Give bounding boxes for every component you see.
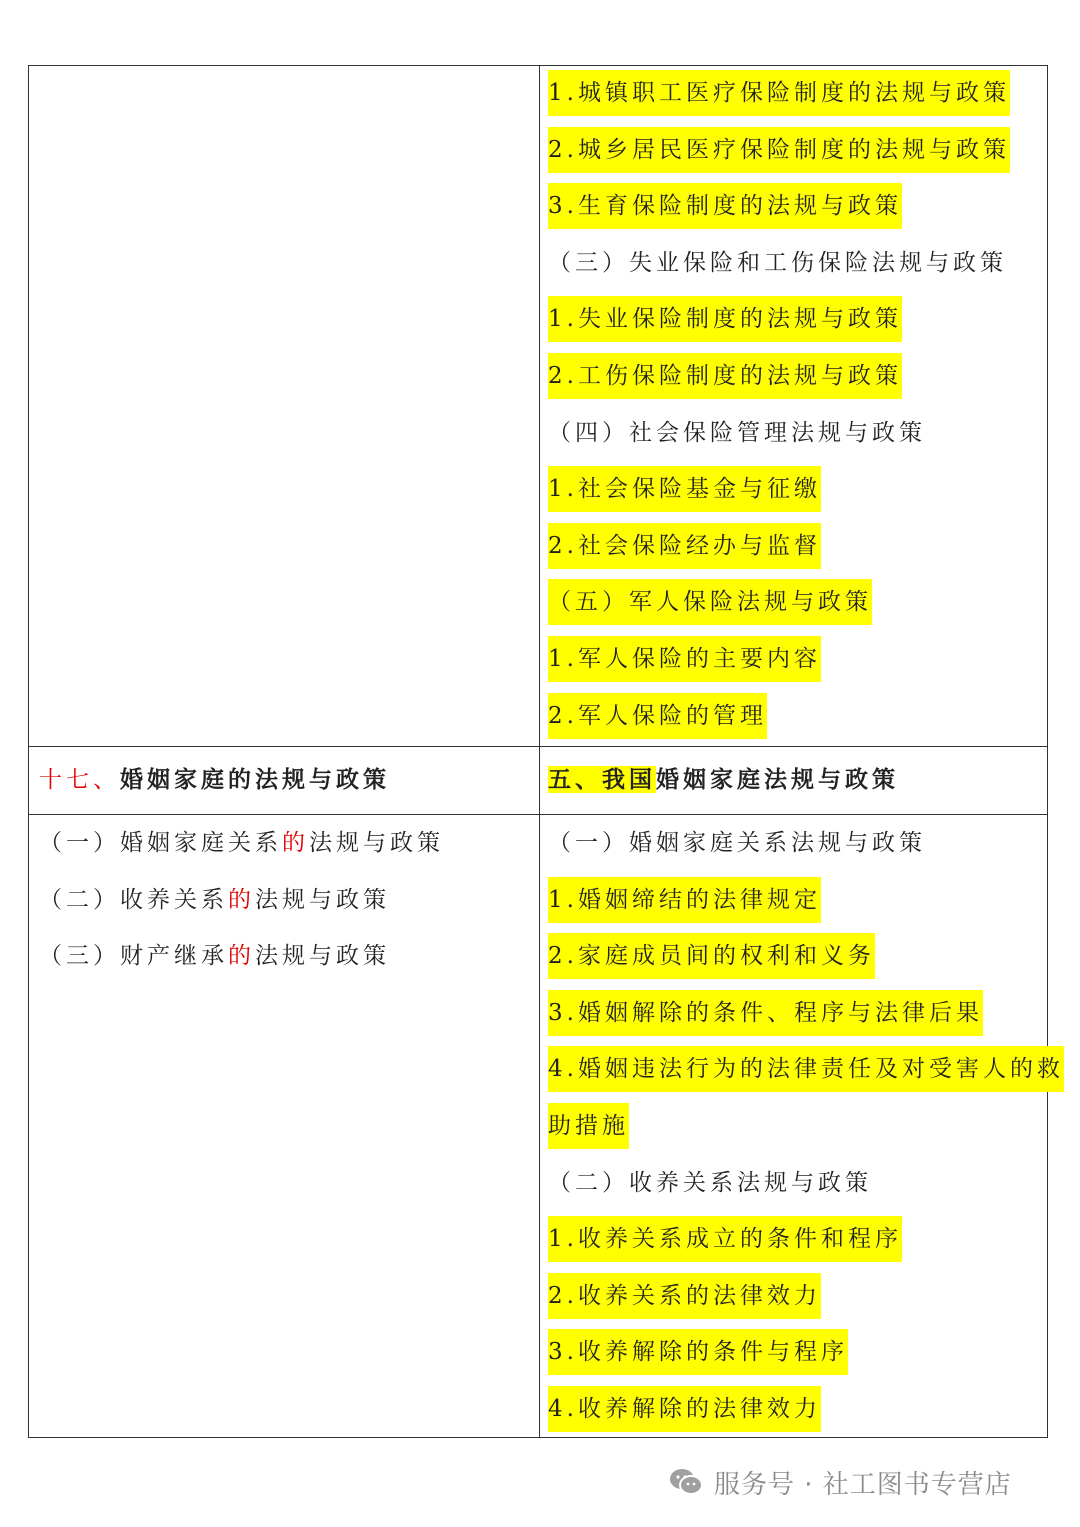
list-item: 1.失业保险制度的法规与政策 (548, 296, 902, 342)
header-left (39, 757, 390, 803)
list-item: 4.婚姻违法行为的法律责任及对受害人的救 (548, 1046, 1064, 1092)
row-divider-header-top (29, 746, 1047, 747)
item-suffix: 法规与政策 (255, 886, 390, 913)
list-item: 助措施 (548, 1103, 629, 1149)
syllabus-table (28, 65, 1064, 1438)
list-item: 1.社会保险基金与征缴 (548, 466, 821, 512)
item-red-char: 的 (228, 943, 255, 970)
item-suffix: 法规与政策 (255, 943, 390, 970)
list-item: 1.收养关系成立的条件和程序 (548, 1216, 902, 1262)
list-item: 1.城镇职工医疗保险制度的法规与政策 (548, 70, 1010, 116)
header-right (548, 757, 899, 803)
list-item: 2.城乡居民医疗保险制度的法规与政策 (548, 127, 1010, 173)
item-prefix: （二）收养关系 (39, 886, 228, 913)
header-left-number: 十七、 (39, 767, 120, 793)
list-item: （四）社会保险管理法规与政策 (548, 419, 926, 446)
list-item: 2.军人保险的管理 (548, 693, 767, 739)
header-left-title: 婚姻家庭的法规与政策 (120, 766, 390, 793)
header-right-highlight: 五、我国 (548, 766, 656, 793)
list-item: 4.收养解除的法律效力 (548, 1386, 821, 1432)
header-right-rest: 婚姻家庭法规与政策 (656, 766, 899, 793)
list-item: 3.生育保险制度的法规与政策 (548, 183, 902, 229)
list-item: （二）收养关系法规与政策 (548, 1169, 872, 1196)
list-item: （三）失业保险和工伤保险法规与政策 (548, 249, 1007, 276)
list-item: （一）婚姻家庭关系法规与政策 (548, 830, 926, 856)
list-item: 2.工伤保险制度的法规与政策 (548, 353, 902, 399)
list-item: 3.收养解除的条件与程序 (548, 1329, 848, 1375)
list-item: 1.婚姻缔结的法律规定 (548, 877, 821, 923)
item-prefix: （三）财产继承 (39, 943, 228, 970)
list-item (39, 933, 390, 979)
item-red-char: 的 (228, 886, 255, 913)
list-item: 2.家庭成员间的权利和义务 (548, 933, 875, 979)
list-item: 1.军人保险的主要内容 (548, 636, 821, 682)
item-red-char: 的 (282, 830, 309, 856)
column-divider (539, 66, 540, 1437)
list-item: （五）军人保险法规与政策 (548, 579, 872, 625)
list-item (39, 820, 444, 866)
row-divider-header-bottom (29, 814, 1047, 815)
footer-text: 服务号 · 社工图书专营店 (714, 1469, 1012, 1500)
item-suffix: 法规与政策 (309, 830, 444, 856)
list-item (39, 877, 390, 923)
list-item: 2.社会保险经办与监督 (548, 523, 821, 569)
footer-watermark (668, 1462, 1012, 1502)
list-item: 2.收养关系的法律效力 (548, 1273, 821, 1319)
wechat-icon (668, 1467, 704, 1497)
item-prefix: （一）婚姻家庭关系 (39, 830, 282, 856)
list-item: 3.婚姻解除的条件、程序与法律后果 (548, 990, 983, 1036)
